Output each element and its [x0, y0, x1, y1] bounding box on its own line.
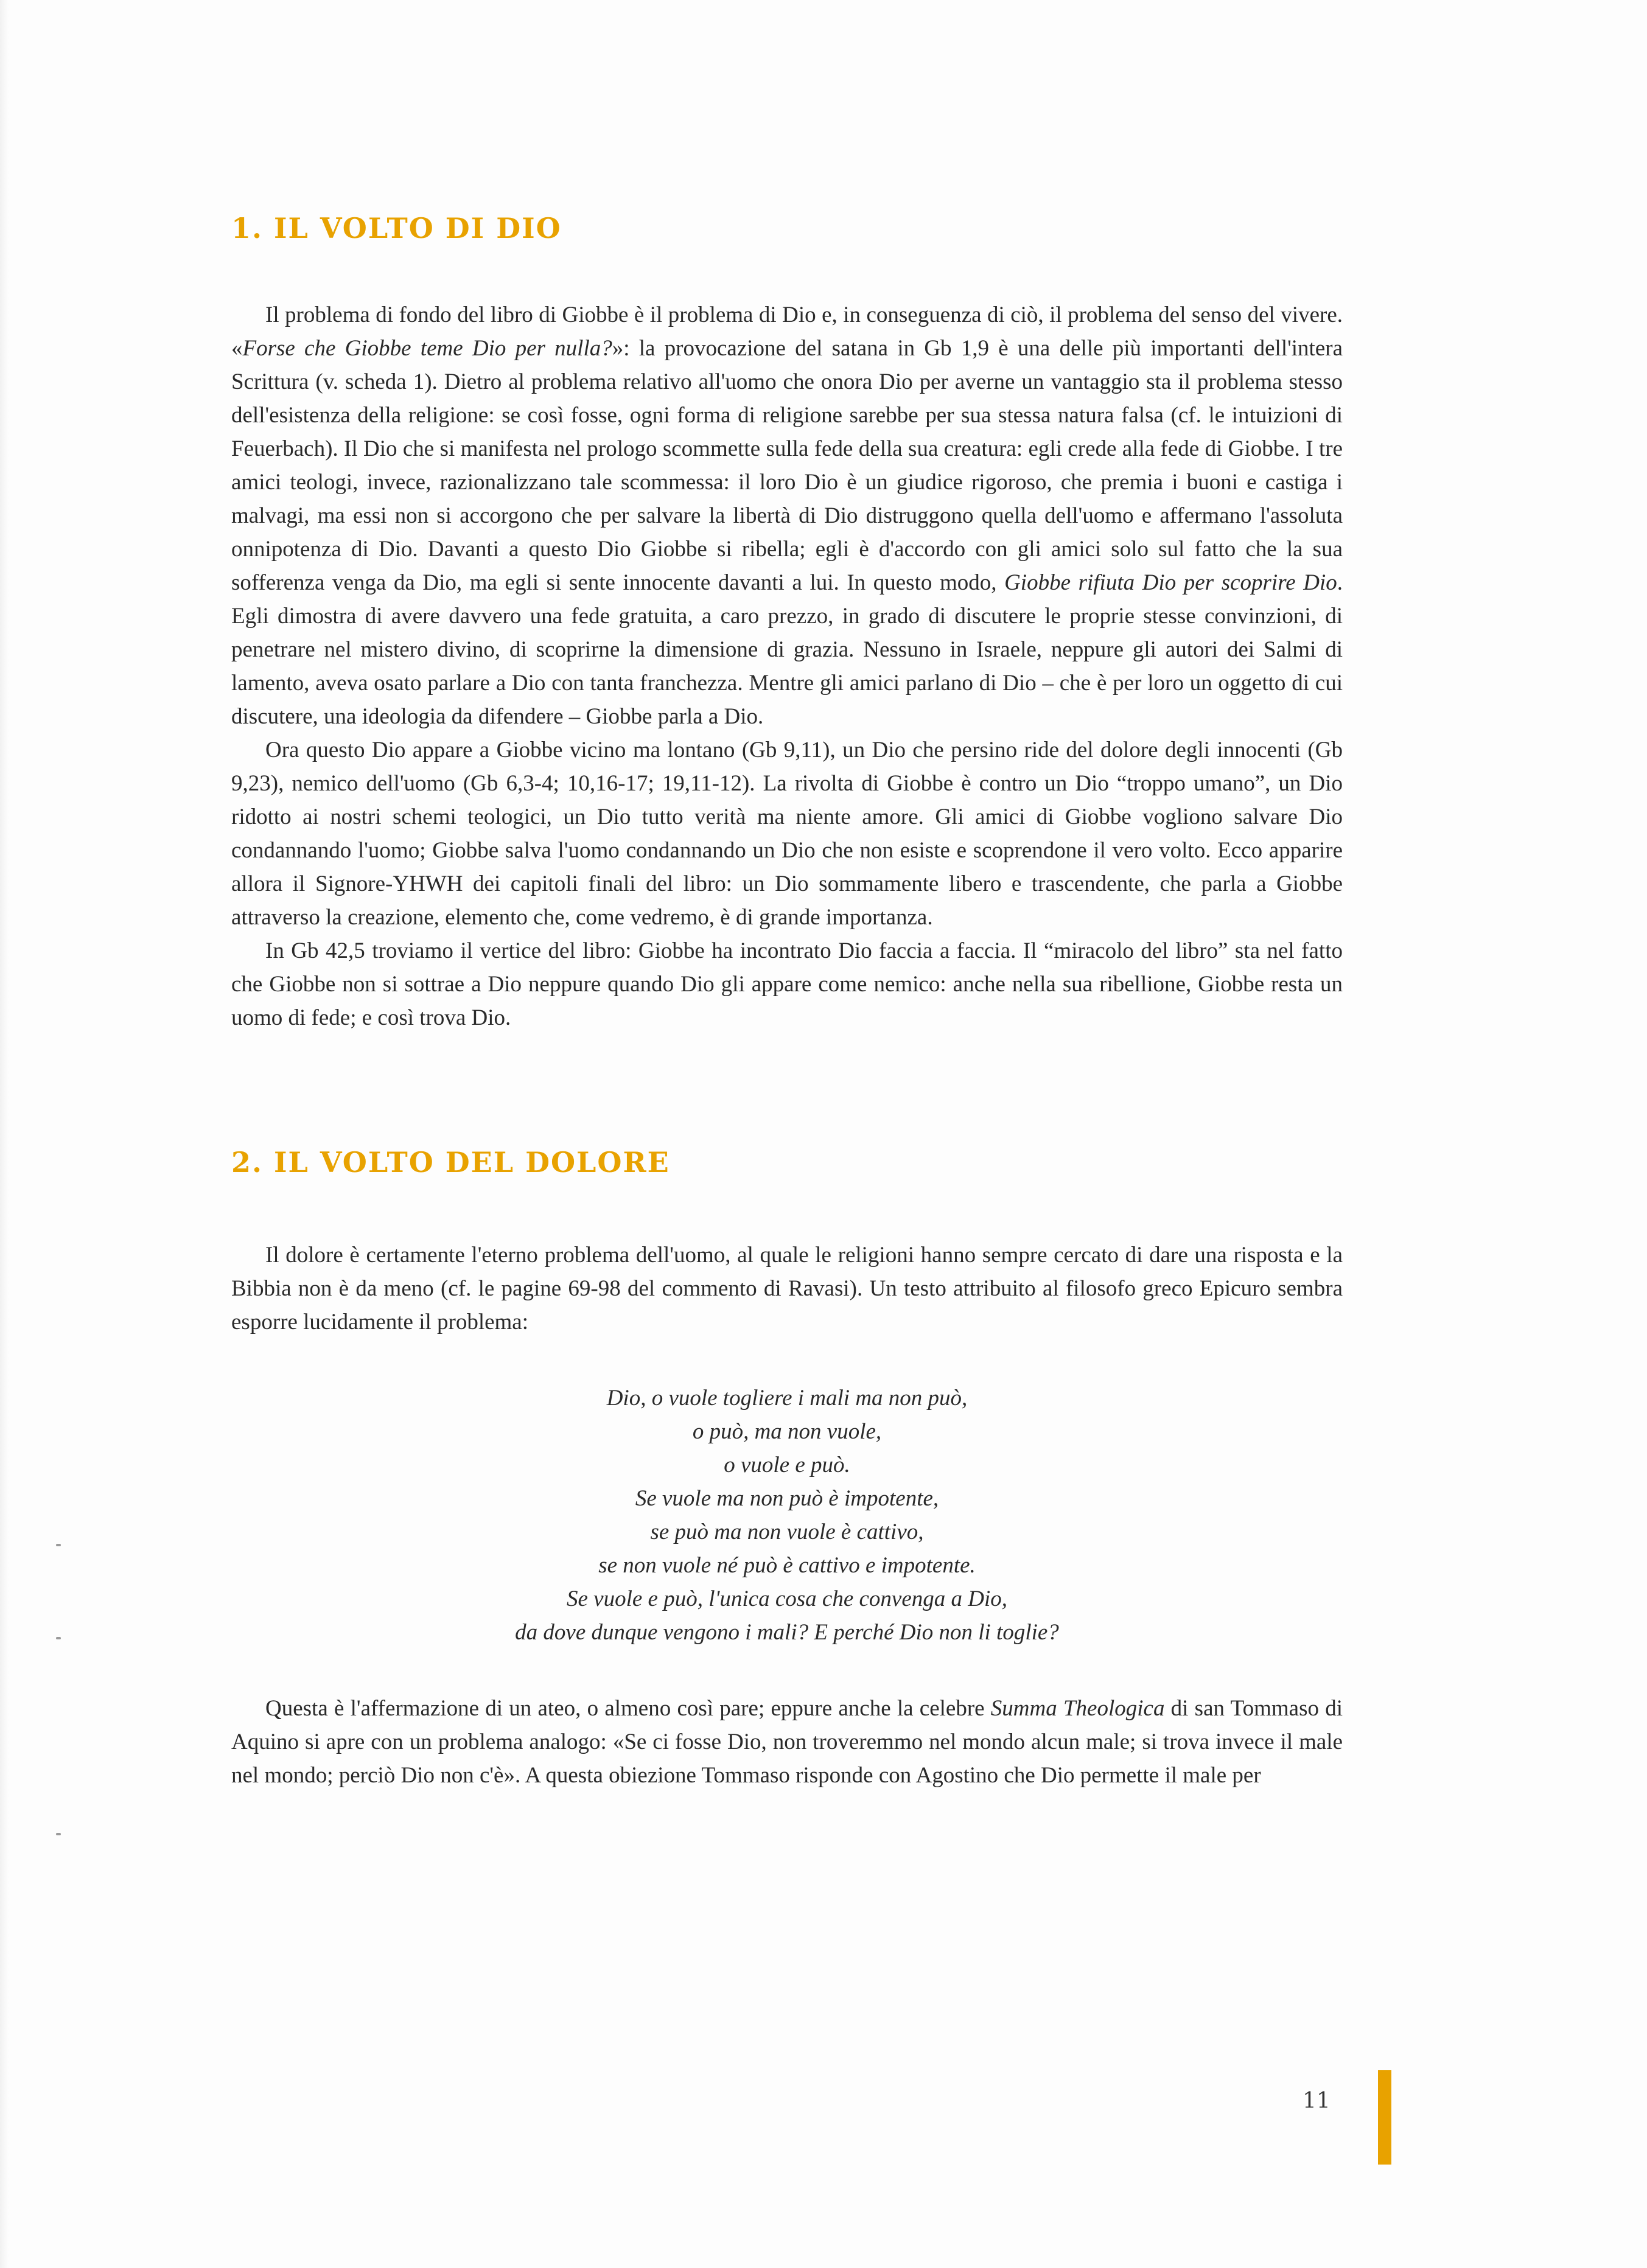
title-italic: Summa Theologica	[990, 1696, 1165, 1721]
paragraph-text: Il problema di fondo del libro di Giobbe è il problema di Dio e, in conseguenza di ciò, il problema del senso del vivere. «	[231, 302, 1343, 361]
paragraph-text: »: la provocazione del satana in Gb 1,9 è una delle più importanti dell'intera Scrittura (v. scheda 1). Dietro al problema relativo all'uomo che onora Dio per averne un vantaggio sta il problema stesso dell'esistenza della religione: se così fosse, ogni forma di religione sarebbe per sua stessa natura falsa (cf. le intuizioni di Feuerbach). Il Dio che si manifesta nel prologo scommette sulla fede della sua creatura: egli crede alla fede di Giobbe. I tre amici teologi, invece, razionalizzano tale scommessa: il loro Dio è un giudice rigoroso, che premia i buoni e castiga i malvagi, ma essi non si accorgono che per salvare la libertà di Dio distruggono quella dell'uomo e affermano l'assoluta onnipotenza di Dio. Davanti a questo Dio Giobbe si ribella; egli è d'accordo con gli amici solo sul fatto che la sua sofferenza venga da Dio, ma egli si sente innocente davanti a lui. In questo modo,	[231, 336, 1343, 595]
paragraph-text: In Gb 42,5 troviamo il vertice del libro: Giobbe ha incontrato Dio faccia a faccia. Il “miracolo del libro” sta nel fatto che Giobbe non si sottrae a Dio neppure quando Dio gli appare come nemico: anche nella sua ribellione, Giobbe resta un uomo di fede; e così trova Dio.	[231, 938, 1343, 1030]
poem-line: Dio, o vuole togliere i mali ma non può,	[606, 1386, 968, 1411]
emphasis-italic: Giobbe rifiuta Dio per scoprire Dio	[1004, 570, 1337, 595]
paragraph-text: Questa è l'affermazione di un ateo, o almeno così pare; eppure anche la celebre	[265, 1696, 991, 1721]
binding-mark	[56, 1833, 61, 1835]
binding-mark	[56, 1544, 61, 1546]
poem-line: Se vuole e può, l'unica cosa che convenga a Dio,	[566, 1586, 1008, 1611]
page-content	[231, 207, 1343, 1792]
page-accent-tab	[1378, 2070, 1391, 2165]
poem-line: o vuole e può.	[724, 1453, 850, 1478]
poem-line: se non vuole né può è cattivo e impotente.	[598, 1553, 976, 1578]
poem-line: o può, ma non vuole,	[692, 1419, 882, 1444]
poem-line: se può ma non vuole è cattivo,	[650, 1520, 924, 1544]
section-intro-volto-del-dolore	[231, 1238, 1343, 1339]
paragraph	[231, 733, 1343, 934]
paragraph	[231, 1692, 1343, 1792]
section-closing-volto-del-dolore	[231, 1692, 1343, 1792]
paragraph	[231, 298, 1343, 733]
section-heading-volto-del-dolore: 2. IL VOLTO DEL DOLORE	[231, 1146, 670, 1179]
poem-line: da dove dunque vengono i mali? E perché Dio non li toglie?	[515, 1620, 1059, 1645]
epicurus-quote	[231, 1381, 1343, 1649]
page-edge-shadow	[0, 0, 9, 2268]
paragraph-text: Ora questo Dio appare a Giobbe vicino ma lontano (Gb 9,11), un Dio che persino ride del dolore degli innocenti (Gb 9,23), nemico dell'uomo (Gb 6,3-4; 10,16-17; 19,11-12). La rivolta di Giobbe è contro un Dio “troppo umano”, un Dio ridotto ai nostri schemi teologici, un Dio tutto verità ma niente amore. Gli amici di Giobbe vogliono salvare Dio condannando l'uomo; Giobbe salva l'uomo condannando un Dio che non esiste e scoprendone il vero volto. Ecco apparire allora il Signore-YHWH dei capitoli finali del libro: un Dio sommamente libero e trascendente, che parla a Giobbe attraverso la creazione, elemento che, come vedremo, è di grande importanza.	[231, 738, 1343, 930]
page-number: 11	[1303, 2088, 1331, 2113]
binding-mark	[56, 1637, 61, 1639]
poem-line: Se vuole ma non può è impotente,	[635, 1486, 939, 1511]
paragraph	[231, 934, 1343, 1035]
section-body-volto-di-dio	[231, 298, 1343, 1035]
quote-italic: Forse che Giobbe teme Dio per nulla?	[242, 336, 612, 361]
section-heading-volto-di-dio: 1. IL VOLTO DI DIO	[231, 212, 562, 245]
paragraph-text: . Egli dimostra di avere davvero una fede gratuita, a caro prezzo, in grado di discutere le proprie stesse convinzioni, di penetrare nel mistero divino, di scoprirne la dimensione di grazia. Nessuno in Israele, neppure gli autori dei Salmi di lamento, aveva osato parlare a Dio con tanta franchezza. Mentre gli amici parlano di Dio – che è per loro un oggetto di cui discutere, una ideologia da difendere – Giobbe parla a Dio.	[231, 570, 1343, 729]
paragraph-text: di san Tommaso di Aquino si apre con un problema analogo: «Se ci fosse Dio, non troveremmo nel mondo alcun male; si trova invece il male nel mondo; perciò Dio non c'è». A questa obiezione Tommaso risponde con Agostino che Dio permette il male per	[231, 1696, 1343, 1788]
paragraph: Il dolore è certamente l'eterno problema dell'uomo, al quale le religioni hanno sempre cercato di dare una risposta e la Bibbia non è da meno (cf. le pagine 69-98 del commento di Ravasi). Un testo attribuito al filosofo greco Epicuro sembra esporre lucidamente il problema:	[231, 1243, 1343, 1335]
